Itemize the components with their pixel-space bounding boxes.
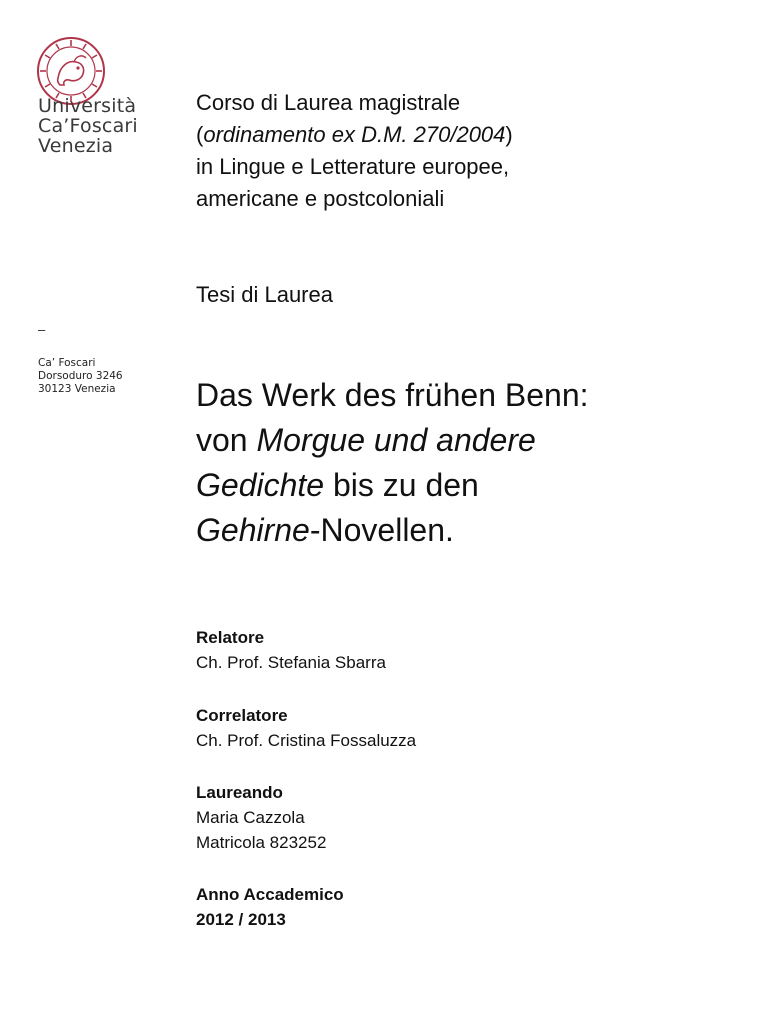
laureando-matricola: Matricola 823252 — [196, 833, 327, 852]
title-line-4 — [196, 508, 589, 553]
correlatore-label: Correlatore — [196, 706, 288, 725]
title-line-3-italic: Gedichte — [196, 467, 325, 503]
university-address — [38, 357, 123, 396]
laureando-block — [196, 780, 326, 855]
anno-value: 2012 / 2013 — [196, 910, 286, 929]
course-line-2 — [196, 119, 513, 151]
course-line-4: americane e postcoloniali — [196, 186, 445, 211]
laureando-name: Maria Cazzola — [196, 808, 305, 827]
title-line-2-pre: von — [196, 422, 257, 458]
laureando-label: Laureando — [196, 783, 283, 802]
separator-dash: – — [38, 322, 46, 337]
university-name — [38, 96, 138, 156]
relatore-block — [196, 625, 386, 675]
title-line-3-post: bis zu den — [324, 467, 479, 503]
course-ordinamento: ordinamento ex D.M. 270/2004 — [203, 122, 506, 147]
address-line-2: Dorsoduro 3246 — [38, 370, 123, 382]
course-line-3: in Lingue e Letterature europee, — [196, 154, 510, 179]
correlatore-block — [196, 703, 416, 753]
university-name-line-1: Università — [38, 95, 137, 117]
address-line-3: 30123 Venezia — [38, 383, 116, 395]
anno-label: Anno Accademico — [196, 885, 344, 904]
course-line-2-open: ( — [196, 122, 204, 147]
anno-accademico-block — [196, 882, 344, 932]
correlatore-name: Ch. Prof. Cristina Fossaluzza — [196, 731, 417, 750]
thesis-title — [196, 373, 589, 553]
title-line-2 — [196, 418, 589, 463]
thesis-label: Tesi di Laurea — [196, 282, 333, 307]
title-line-4-post: -Novellen. — [309, 512, 454, 548]
title-line-1: Das Werk des frühen Benn: — [196, 377, 589, 413]
title-line-4-italic: Gehirne — [196, 512, 310, 548]
university-name-line-3: Venezia — [38, 135, 114, 157]
course-line-2-close: ) — [505, 122, 513, 147]
course-info — [196, 87, 513, 215]
university-name-line-2: Ca’Foscari — [38, 115, 138, 137]
course-line-1: Corso di Laurea magistrale — [196, 90, 461, 115]
title-line-2-italic: Morgue und andere — [256, 422, 536, 458]
relatore-label: Relatore — [196, 628, 265, 647]
title-line-3 — [196, 463, 589, 508]
address-line-1: Ca’ Foscari — [38, 357, 96, 369]
relatore-name: Ch. Prof. Stefania Sbarra — [196, 653, 386, 672]
